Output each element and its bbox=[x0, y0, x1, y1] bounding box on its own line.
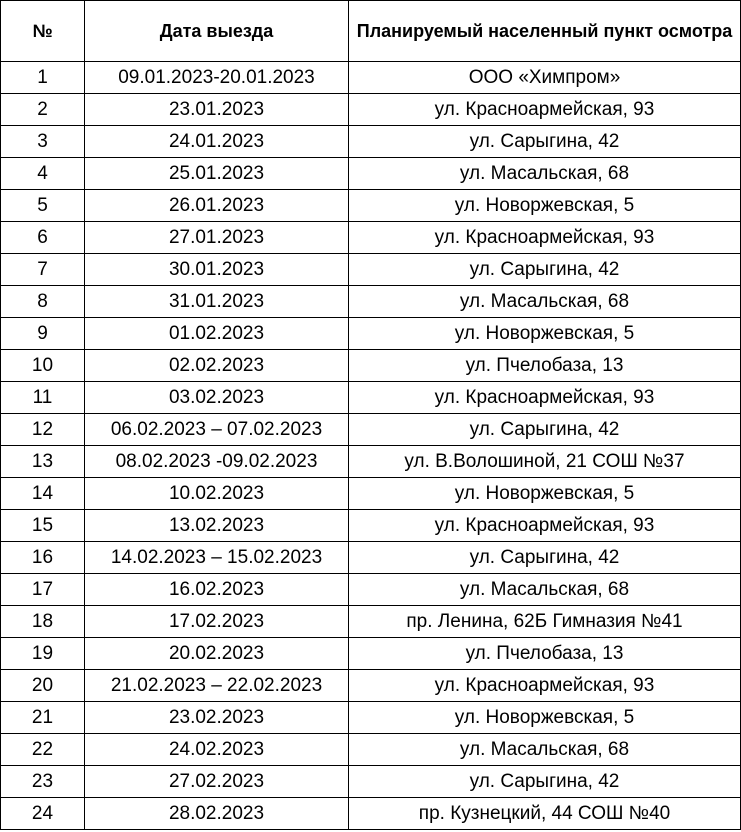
cell-date: 23.02.2023 bbox=[85, 702, 349, 734]
table-body bbox=[1, 62, 741, 830]
cell-place: пр. Ленина, 62Б Гимназия №41 bbox=[349, 606, 741, 638]
header-date: Дата выезда bbox=[85, 1, 349, 62]
cell-place: ул. В.Волошиной, 21 СОШ №37 bbox=[349, 446, 741, 478]
cell-number: 3 bbox=[1, 126, 85, 158]
cell-number: 24 bbox=[1, 798, 85, 830]
header-place: Планируемый населенный пункт осмотра bbox=[349, 1, 741, 62]
cell-place: ул. Красноармейская, 93 bbox=[349, 510, 741, 542]
cell-place: ул. Пчелобаза, 13 bbox=[349, 638, 741, 670]
cell-place: ООО «Химпром» bbox=[349, 62, 741, 94]
table-row bbox=[1, 62, 741, 94]
table-row bbox=[1, 734, 741, 766]
cell-place: ул. Красноармейская, 93 bbox=[349, 94, 741, 126]
cell-number: 6 bbox=[1, 222, 85, 254]
cell-place: ул. Масальская, 68 bbox=[349, 286, 741, 318]
cell-number: 9 bbox=[1, 318, 85, 350]
table-row bbox=[1, 478, 741, 510]
cell-place: ул. Сарыгина, 42 bbox=[349, 126, 741, 158]
cell-date: 02.02.2023 bbox=[85, 350, 349, 382]
table-row bbox=[1, 414, 741, 446]
cell-date: 24.01.2023 bbox=[85, 126, 349, 158]
cell-place: ул. Новоржевская, 5 bbox=[349, 190, 741, 222]
table-row bbox=[1, 350, 741, 382]
cell-place: ул. Пчелобаза, 13 bbox=[349, 350, 741, 382]
table-row bbox=[1, 702, 741, 734]
cell-place: ул. Новоржевская, 5 bbox=[349, 702, 741, 734]
cell-place: пр. Кузнецкий, 44 СОШ №40 bbox=[349, 798, 741, 830]
cell-number: 12 bbox=[1, 414, 85, 446]
table-row bbox=[1, 382, 741, 414]
cell-number: 13 bbox=[1, 446, 85, 478]
cell-date: 25.01.2023 bbox=[85, 158, 349, 190]
cell-place: ул. Сарыгина, 42 bbox=[349, 414, 741, 446]
table-row bbox=[1, 126, 741, 158]
table-row bbox=[1, 190, 741, 222]
cell-date: 20.02.2023 bbox=[85, 638, 349, 670]
cell-number: 2 bbox=[1, 94, 85, 126]
cell-number: 4 bbox=[1, 158, 85, 190]
cell-date: 30.01.2023 bbox=[85, 254, 349, 286]
cell-number: 17 bbox=[1, 574, 85, 606]
cell-date: 01.02.2023 bbox=[85, 318, 349, 350]
table-row bbox=[1, 286, 741, 318]
table-row bbox=[1, 254, 741, 286]
table-row bbox=[1, 574, 741, 606]
cell-date: 03.02.2023 bbox=[85, 382, 349, 414]
cell-date: 23.01.2023 bbox=[85, 94, 349, 126]
cell-number: 18 bbox=[1, 606, 85, 638]
header-row bbox=[1, 1, 741, 62]
cell-date: 17.02.2023 bbox=[85, 606, 349, 638]
cell-number: 23 bbox=[1, 766, 85, 798]
cell-number: 7 bbox=[1, 254, 85, 286]
table-row bbox=[1, 798, 741, 830]
cell-place: ул. Сарыгина, 42 bbox=[349, 542, 741, 574]
cell-date: 26.01.2023 bbox=[85, 190, 349, 222]
cell-date: 28.02.2023 bbox=[85, 798, 349, 830]
cell-date: 24.02.2023 bbox=[85, 734, 349, 766]
table-row bbox=[1, 606, 741, 638]
cell-place: ул. Новоржевская, 5 bbox=[349, 478, 741, 510]
cell-date: 13.02.2023 bbox=[85, 510, 349, 542]
cell-number: 15 bbox=[1, 510, 85, 542]
table-header bbox=[1, 1, 741, 62]
table-row bbox=[1, 222, 741, 254]
table-row bbox=[1, 638, 741, 670]
cell-place: ул. Сарыгина, 42 bbox=[349, 254, 741, 286]
cell-number: 16 bbox=[1, 542, 85, 574]
cell-place: ул. Масальская, 68 bbox=[349, 158, 741, 190]
cell-place: ул. Масальская, 68 bbox=[349, 574, 741, 606]
cell-place: ул. Сарыгина, 42 bbox=[349, 766, 741, 798]
cell-date: 16.02.2023 bbox=[85, 574, 349, 606]
table-row bbox=[1, 158, 741, 190]
table-row bbox=[1, 94, 741, 126]
cell-date: 31.01.2023 bbox=[85, 286, 349, 318]
cell-date: 08.02.2023 -09.02.2023 bbox=[85, 446, 349, 478]
table-row bbox=[1, 766, 741, 798]
table-row bbox=[1, 670, 741, 702]
cell-place: ул. Красноармейская, 93 bbox=[349, 382, 741, 414]
cell-number: 20 bbox=[1, 670, 85, 702]
cell-date: 21.02.2023 – 22.02.2023 bbox=[85, 670, 349, 702]
table-row bbox=[1, 318, 741, 350]
cell-date: 14.02.2023 – 15.02.2023 bbox=[85, 542, 349, 574]
cell-date: 27.01.2023 bbox=[85, 222, 349, 254]
cell-number: 8 bbox=[1, 286, 85, 318]
cell-number: 22 bbox=[1, 734, 85, 766]
cell-place: ул. Масальская, 68 bbox=[349, 734, 741, 766]
table-row bbox=[1, 446, 741, 478]
cell-number: 21 bbox=[1, 702, 85, 734]
cell-number: 11 bbox=[1, 382, 85, 414]
cell-number: 10 bbox=[1, 350, 85, 382]
cell-place: ул. Красноармейская, 93 bbox=[349, 670, 741, 702]
cell-date: 06.02.2023 – 07.02.2023 bbox=[85, 414, 349, 446]
cell-place: ул. Новоржевская, 5 bbox=[349, 318, 741, 350]
header-number: № bbox=[1, 1, 85, 62]
cell-number: 14 bbox=[1, 478, 85, 510]
cell-number: 5 bbox=[1, 190, 85, 222]
cell-date: 10.02.2023 bbox=[85, 478, 349, 510]
cell-number: 1 bbox=[1, 62, 85, 94]
cell-place: ул. Красноармейская, 93 bbox=[349, 222, 741, 254]
cell-date: 09.01.2023-20.01.2023 bbox=[85, 62, 349, 94]
cell-number: 19 bbox=[1, 638, 85, 670]
cell-date: 27.02.2023 bbox=[85, 766, 349, 798]
table-row bbox=[1, 542, 741, 574]
table-row bbox=[1, 510, 741, 542]
